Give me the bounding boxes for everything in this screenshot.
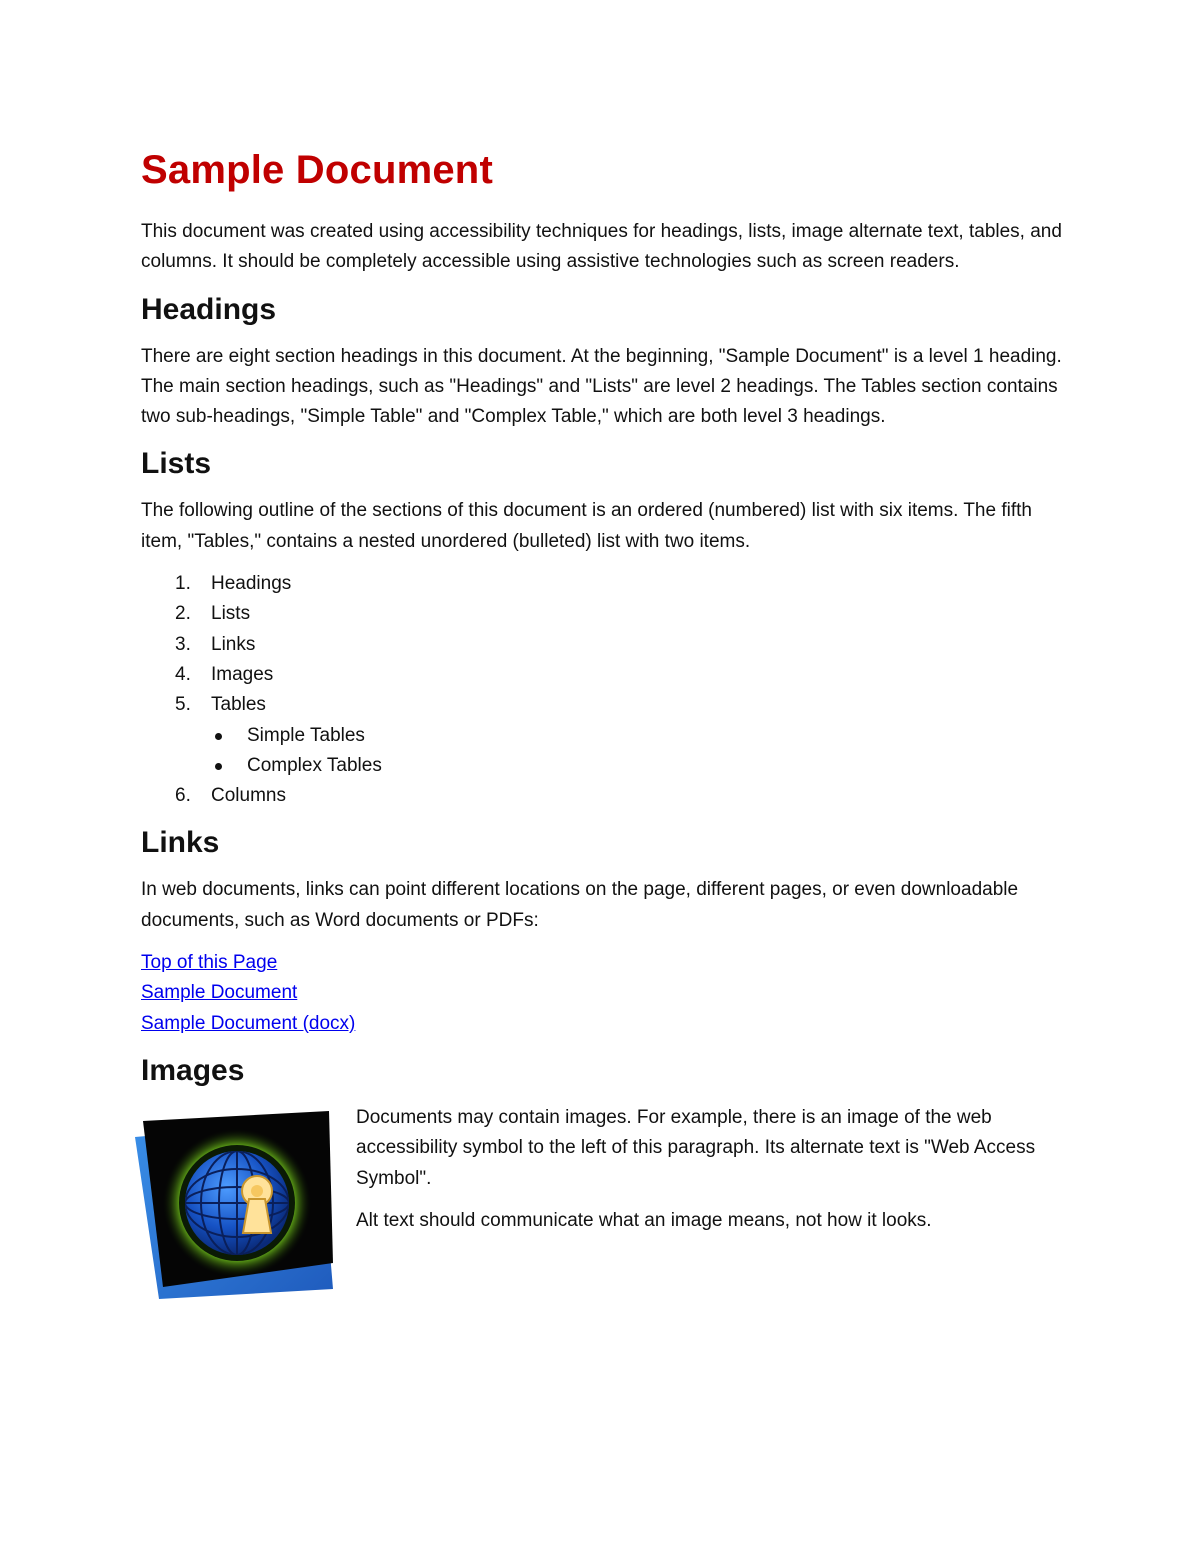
section-heading-lists: Lists <box>141 447 212 481</box>
intro-paragraph: This document was created using accessibility techniques for headings, lists, image alternate text, tables, and columns. It should be completely accessible using assistive technologies such as screen readers. <box>141 221 1062 273</box>
section-heading-headings: Headings <box>141 292 277 326</box>
link-sample-document-docx[interactable]: Sample Document (docx) <box>141 1012 356 1034</box>
list-item: 4. Images <box>175 663 274 685</box>
section-outline-list <box>141 569 1071 811</box>
list-item: 2. Lists <box>175 603 251 625</box>
images-block <box>141 1103 1071 1303</box>
lists-paragraph: The following outline of the sections of this document is an ordered (numbered) list with six items. The fifth item, "Tables," contains a nested unordered (bulleted) list with two items. <box>141 500 1032 552</box>
images-paragraph-1: Documents may contain images. For example, there is an image of the web accessibility symbol to the left of this paragraph. Its alternate text is "Web Access Symbol". <box>356 1106 1036 1189</box>
link-top-of-page[interactable]: Top of this Page <box>141 952 278 974</box>
headings-paragraph: There are eight section headings in this document. At the beginning, "Sample Document" is a level 1 heading. The main section headings, such as "Headings" and "Lists" are level 2 headings. The Tables section contains two sub-headings, "Simple Table" and "Complex Table," which are both level 3 headings. <box>141 345 1062 428</box>
list-item: Complex Tables <box>211 751 1071 781</box>
list-item: 3. Links <box>175 633 256 655</box>
link-sample-document[interactable]: Sample Document <box>141 982 298 1004</box>
links-paragraph: In web documents, links can point different locations on the page, different pages, or even downloadable documents, such as Word documents or PDFs: <box>141 879 1019 931</box>
images-text-column <box>356 1103 1036 1236</box>
list-item: 1. Headings <box>175 573 292 595</box>
section-heading-images: Images <box>141 1053 245 1087</box>
bullet-icon <box>215 733 222 740</box>
list-item: 5. Tables Simple Tables Complex Tables <box>141 690 1071 781</box>
bullet-icon <box>215 763 222 770</box>
web-access-symbol-icon <box>133 1111 338 1301</box>
nested-bullet-list <box>211 721 1071 782</box>
list-item: 6. Columns <box>175 785 286 807</box>
page-title: Sample Document <box>141 148 493 192</box>
list-item: Simple Tables <box>211 721 1071 751</box>
images-paragraph-2: Alt text should communicate what an image means, not how it looks. <box>356 1209 932 1231</box>
document-page <box>141 140 1071 1303</box>
section-heading-links: Links <box>141 826 220 860</box>
